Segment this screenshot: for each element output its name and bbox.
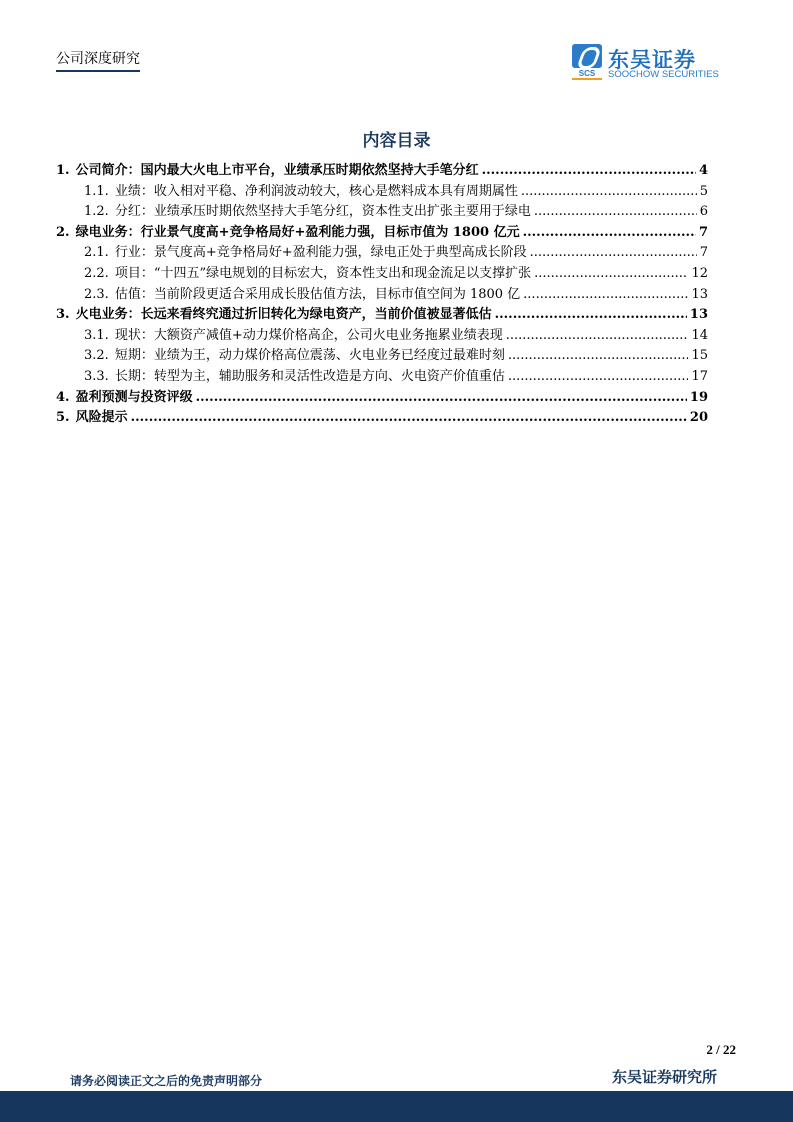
toc-entry-number: 3. [56,307,70,323]
toc-entry-page: 19 [689,389,708,405]
toc-entry-page: 20 [689,410,708,426]
toc-entry[interactable] [56,386,708,407]
toc-entry-text: 项目：“十四五”绿电规划的目标宏大，资本性支出和现金流足以支撑扩张 [114,265,532,281]
toc-entry-text: 风险提示 [75,410,128,426]
toc-entry-page: 17 [691,368,708,384]
toc-entry-page: 15 [691,348,708,364]
toc-entry-number: 5. [56,410,70,426]
logo-mark-icon [572,44,602,68]
toc-entry-text: 估值：当前阶段更适合采用成长股估值方法，目标市值空间为 1800 亿 [114,286,521,302]
table-of-contents [56,159,708,427]
toc-entry[interactable] [56,344,708,365]
toc-entry[interactable] [56,283,708,304]
toc-entry-text: 绿电业务：行业景气度高+竞争格局好+盈利能力强，目标市值为 1800 亿元 [75,224,520,240]
toc-entry-number: 4. [56,389,70,405]
toc-entry[interactable] [56,262,708,283]
toc-leader-dots [523,287,688,302]
toc-entry[interactable] [56,324,708,345]
toc-entry-number: 3.1. [84,327,109,343]
header-label: 公司深度研究 [56,48,140,72]
toc-entry-page: 7 [698,224,708,240]
toc-entry-number: 2. [56,224,70,240]
toc-entry[interactable] [56,221,708,242]
toc-entry-text: 公司简介：国内最大火电上市平台，业绩承压时期依然坚持大手笔分红 [75,163,479,178]
toc-entry-text: 业绩：收入相对平稳、净利润波动较大，核心是燃料成本具有周期属性 [114,183,518,199]
toc-entry-number: 2.2. [84,265,109,281]
company-logo [572,44,742,82]
toc-entry-page: 13 [691,286,708,302]
logo-mark-text: SCS [572,69,602,80]
toc-entry[interactable] [56,303,708,324]
toc-leader-dots [521,184,697,199]
toc-leader-dots [534,266,688,281]
toc-leader-dots [508,369,689,384]
logo-en: SOOCHOW SECURITIES [608,69,719,80]
toc-entry-text: 长期：转型为主，辅助服务和灵活性改造是方向、火电资产价值重估 [114,368,505,384]
toc-entry[interactable] [56,159,708,180]
toc-entry-page: 7 [699,245,708,261]
toc-leader-dots [196,390,687,405]
page-number: 2 / 22 [706,1042,736,1057]
toc-entry-number: 2.3. [84,286,109,302]
toc-leader-dots [523,225,696,240]
toc-entry-number: 1.1. [84,183,109,199]
toc-entry-text: 短期：业绩为王，动力煤价格高位震荡、火电业务已经度过最难时刻 [114,348,505,364]
toc-entry-text: 分红：业绩承压时期依然坚持大手笔分红，资本性支出扩张主要用于绿电 [114,204,531,220]
toc-entry-number: 1.2. [84,204,109,220]
toc-entry[interactable] [56,241,708,262]
toc-entry[interactable] [56,406,708,427]
toc-entry-page: 14 [691,327,708,343]
toc-leader-dots [495,307,687,322]
toc-entry-text: 盈利预测与投资评级 [75,389,193,405]
toc-entry[interactable] [56,200,708,221]
toc-entry[interactable] [56,180,708,201]
footer-bar [0,1091,793,1122]
toc-entry-page: 12 [691,265,708,281]
toc-leader-dots [482,163,696,178]
toc-entry-number: 2.1. [84,245,109,261]
toc-entry-page: 4 [698,163,708,178]
toc-entry-number: 3.2. [84,348,109,364]
toc-entry-text: 火电业务：长远来看终究通过折旧转化为绿电资产，当前价值被显著低估 [75,307,492,323]
toc-entry-page: 6 [699,204,708,220]
logo-cn: 东吴证券 [608,48,696,72]
toc-entry[interactable] [56,365,708,386]
toc-entry-number: 1. [56,163,70,178]
toc-leader-dots [530,245,697,260]
toc-entry-number: 3.3. [84,368,109,384]
institute-name: 东吴证券研究所 [611,1068,717,1086]
toc-title: 内容目录 [362,131,431,151]
toc-entry-page: 13 [689,307,708,323]
toc-leader-dots [508,348,689,363]
toc-leader-dots [506,328,689,343]
disclaimer-note: 请务必阅读正文之后的免责声明部分 [70,1074,263,1088]
toc-entry-text: 行业：景气度高+竞争格局好+盈利能力强，绿电正处于典型高成长阶段 [114,245,527,261]
toc-leader-dots [131,410,687,425]
toc-leader-dots [534,204,697,219]
toc-entry-text: 现状：大额资产减值+动力煤价格高企，公司火电业务拖累业绩表现 [114,327,503,343]
toc-entry-page: 5 [699,183,708,199]
